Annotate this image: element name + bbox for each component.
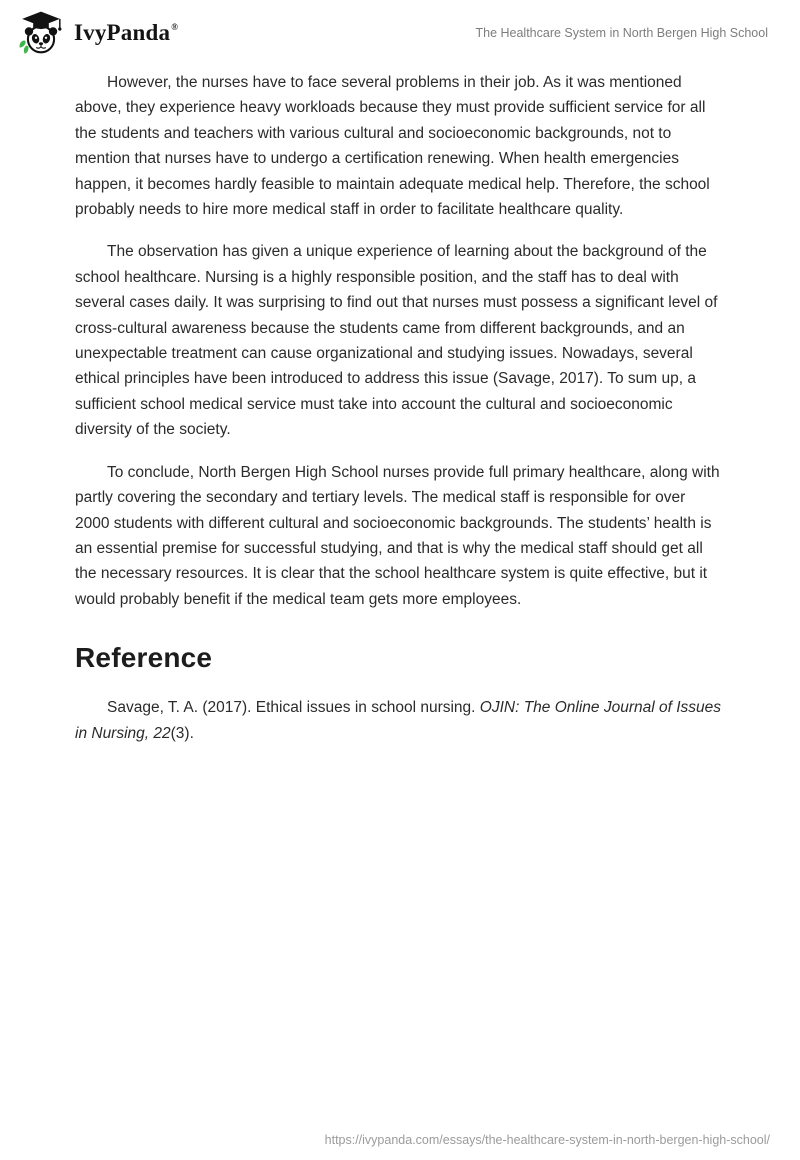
reference-heading: Reference [75,642,213,674]
body-paragraph-2: The observation has given a unique experience of learning about the background of the school healthcare. Nursing is a highly responsible position, and the staff has to deal with several cases daily. It was surprising to find out that nurses must possess a significant level of cross-cultural awareness because the students came from different backgrounds, and an unexpectable treatment can cause organizational and studying issues. Nowadays, several ethical principles have been introduced to address this issue (Savage, 2017). To sum up, a sufficient school medical service must take into account the cultural and socioeconomic diversity of the society. [75,243,718,439]
brand-link[interactable] [18,10,178,56]
body-paragraph-1: However, the nurses have to face several problems in their job. As it was mentioned above, they experience heavy workloads because they must provide sufficient service for all the students and teachers with various cultural and socioeconomic backgrounds, not to mention that nurses have to undergo a certification renewing. When health emergencies happen, it becomes hardly feasible to maintain adequate medical help. Therefore, the school probably needs to hire more medical staff in order to facilitate healthcare quality. [75,74,710,219]
source-url-link[interactable]: https://ivypanda.com/essays/the-healthcare-system-in-north-bergen-high-school/ [324,1133,770,1147]
reference-entry [75,695,723,746]
article-body [0,56,800,746]
body-paragraph-3: To conclude, North Bergen High School nurses provide full primary healthcare, along with partly covering the secondary and tertiary levels. The medical staff is responsible for over 2000 students with different cultural and socioeconomic backgrounds. The students’ health is an essential premise for successful studying, and that is why the medical staff should get all the necessary resources. It is clear that the school healthcare system is quite effective, but it would probably benefit if the medical team gets more employees. [75,463,720,608]
brand-wordmark: IvyPanda [74,20,171,45]
brand-name [74,20,178,46]
document-title: The Healthcare System in North Bergen High School [475,26,768,40]
page-header [0,0,800,56]
reference-journal-italic: OJIN: The Online Journal of Issues in Nursing, 22 [75,699,721,742]
reference-text: Savage, T. A. (2017). Ethical issues in school nursing. [107,699,480,717]
ivypanda-logo-icon [18,10,64,56]
reference-issue: (3). [170,724,194,742]
registered-trademark: ® [171,22,179,32]
